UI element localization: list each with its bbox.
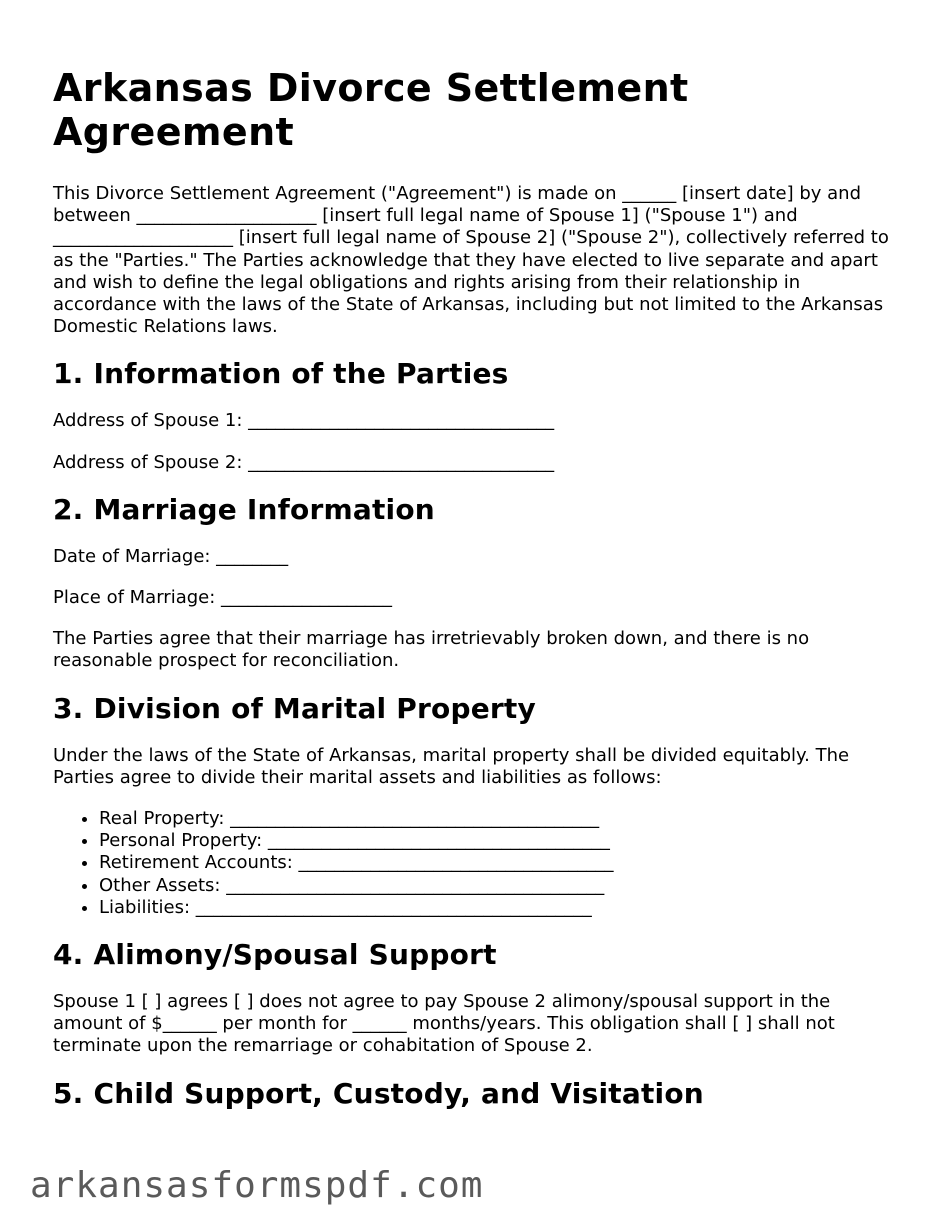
document-page <box>53 66 903 1130</box>
property-item-personal: • Personal Property: ______________________________________ <box>99 830 903 852</box>
site-watermark: arkansasformspdf.com <box>30 1165 484 1206</box>
spouse-1-address-field: Address of Spouse 1: __________________________________ <box>53 410 555 432</box>
property-item-other-assets: • Other Assets: __________________________________________ <box>99 875 903 897</box>
section-3-heading: 3. Division of Marital Property <box>53 691 536 725</box>
section-4-heading: 4. Alimony/Spousal Support <box>53 938 497 972</box>
section-2-heading: 2. Marriage Information <box>53 492 435 526</box>
intro-paragraph: This Divorce Settlement Agreement ("Agreement") is made on ______ [insert date] by and between ____________________ [insert full legal name of Spouse 1] ("Spouse 1") and ____________________ [insert full legal name of Spouse 2] ("Spouse 2"), collectively referred to as the "Parties." The Parties acknowledge that they have elected to live separate and apart and wish to define the legal obligations and rights arising from their relationship in accordance with the laws of the State of Arkansas, including but not limited to the Arkansas Domestic Relations laws. <box>53 183 889 338</box>
property-division-statement: Under the laws of the State of Arkansas, marital property shall be divided equitably. The Parties agree to divide their marital assets and liabilities as follows: <box>53 744 850 788</box>
property-list <box>53 808 903 919</box>
document-title: Arkansas Divorce Settlement Agreement <box>53 66 689 154</box>
alimony-statement: Spouse 1 [ ] agrees [ ] does not agree to pay Spouse 2 alimony/spousal support in the amount of $______ per month for ______ months/years. This obligation shall [ ] shall not terminate upon the remarriage or cohabitation of Spouse 2. <box>53 991 835 1057</box>
property-item-real: • Real Property: _________________________________________ <box>99 808 903 830</box>
property-item-liabilities: • Liabilities: ____________________________________________ <box>99 897 903 919</box>
spouse-2-address-field: Address of Spouse 2: __________________________________ <box>53 451 555 473</box>
property-item-retirement: • Retirement Accounts: ___________________________________ <box>99 852 903 874</box>
section-1-heading: 1. Information of the Parties <box>53 357 509 391</box>
section-5-heading: 5. Child Support, Custody, and Visitation <box>53 1076 704 1110</box>
marriage-breakdown-statement: The Parties agree that their marriage has irretrievably broken down, and there is no reasonable prospect for reconciliation. <box>53 628 810 672</box>
place-of-marriage-field: Place of Marriage: ___________________ <box>53 587 393 609</box>
date-of-marriage-field: Date of Marriage: ________ <box>53 545 289 567</box>
